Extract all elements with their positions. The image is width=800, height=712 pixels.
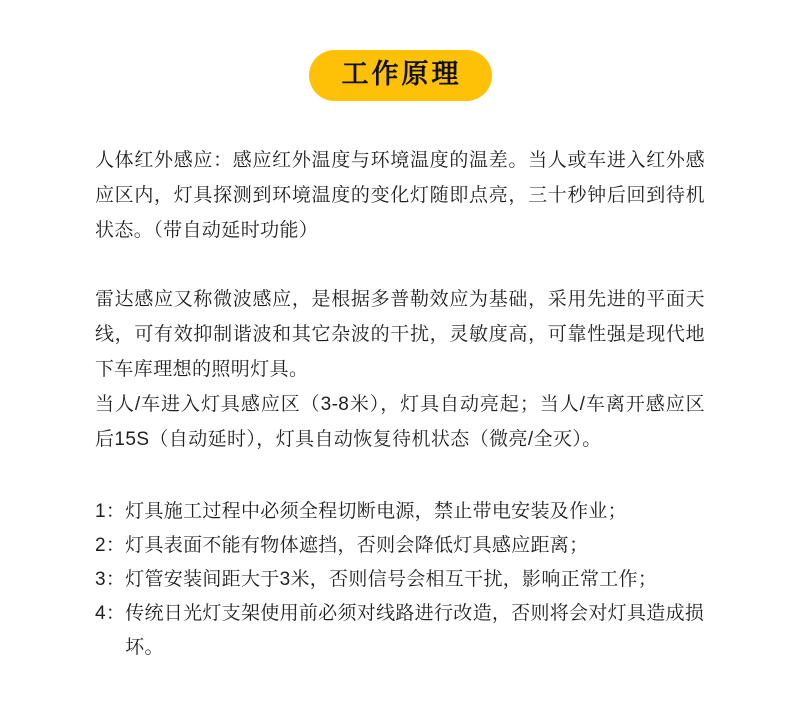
- list-item: [95, 597, 705, 665]
- list-item-number: 3：: [95, 569, 126, 590]
- section-infrared: [95, 143, 705, 248]
- list-item-number: 1：: [95, 501, 126, 522]
- list-item-label: 灯管安装间距大于3米，否则信号会相互干扰，影响正常工作；: [125, 569, 658, 590]
- paragraph: 人体红外感应：感应红外温度与环境温度的温差。当人或车进入红外感应区内，灯具探测到环境温度的变化灯随即点亮，三十秒钟后回到待机状态。（带自动延时功能）: [95, 150, 705, 241]
- list-item: [95, 495, 705, 529]
- list-item-number: 2：: [95, 535, 126, 556]
- section-notes: [95, 495, 705, 665]
- page-title-container: [0, 50, 800, 101]
- document-content: [0, 143, 800, 665]
- list-item: [95, 563, 705, 597]
- paragraph: 当人/车进入灯具感应区（3-8米），灯具自动亮起；当人/车离开感应区后15S（自动延时），灯具自动恢复待机状态（微亮/全灭）。: [95, 394, 705, 450]
- paragraph: 雷达感应又称微波感应，是根据多普勒效应为基础，采用先进的平面天线，可有效抑制谐波和其它杂波的干扰，灵敏度高，可靠性强是现代地下车库理想的照明灯具。: [95, 289, 705, 380]
- page-title: 工作原理: [309, 50, 492, 101]
- document-page: [0, 50, 800, 712]
- list-item-label: 灯具表面不能有物体遮挡，否则会降低灯具感应距离；: [125, 535, 589, 556]
- section-radar: [95, 282, 705, 457]
- list-item-number: 4：: [95, 603, 126, 624]
- list-item-label: 灯具施工过程中必须全程切断电源，禁止带电安装及作业；: [125, 501, 627, 522]
- list-item: [95, 529, 705, 563]
- list-item-label: 传统日光灯支架使用前必须对线路进行改造，否则将会对灯具造成损坏。: [125, 603, 705, 658]
